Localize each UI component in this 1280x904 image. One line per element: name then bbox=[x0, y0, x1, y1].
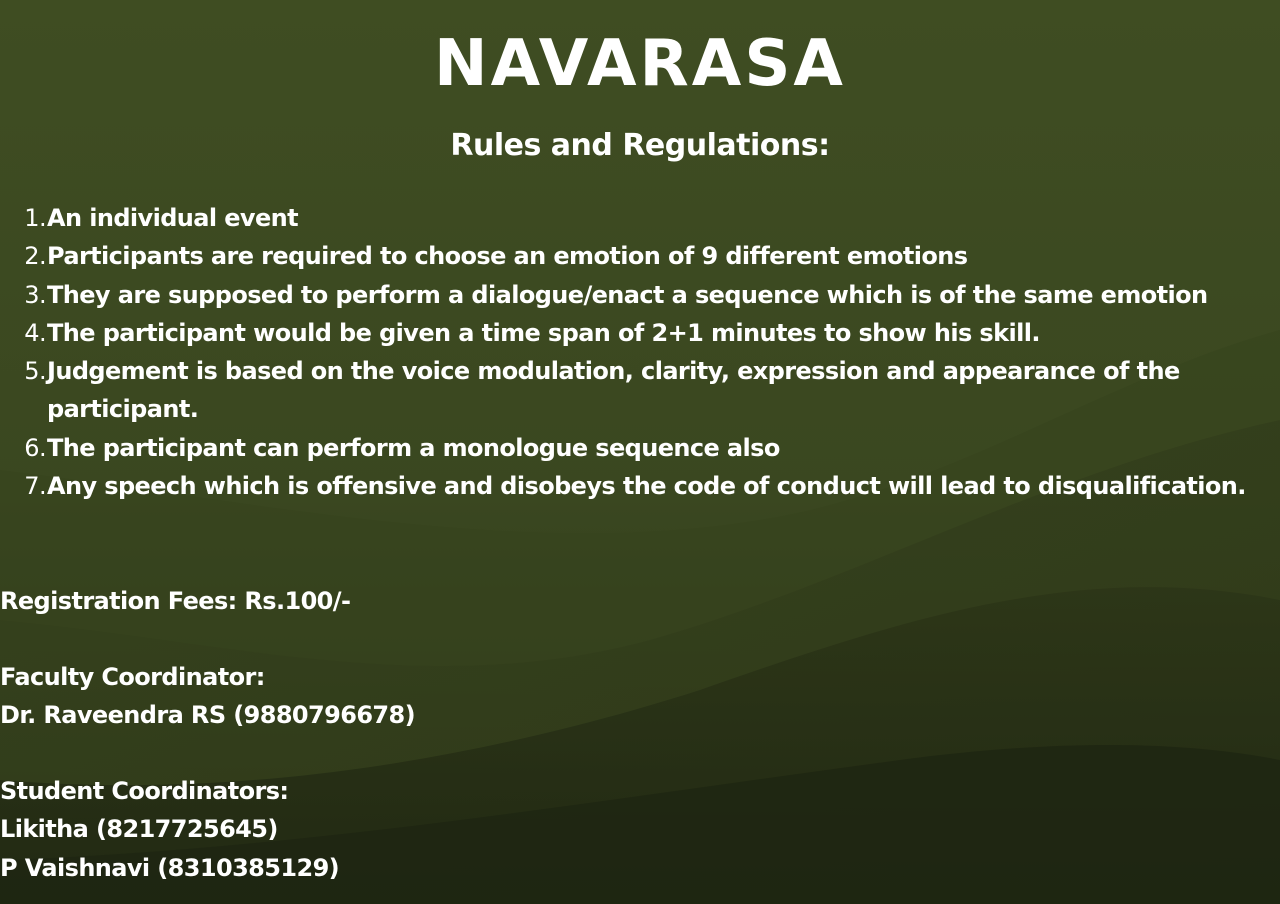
student-coordinator-name: Likitha (8217725645) bbox=[0, 815, 278, 844]
rule-item bbox=[0, 314, 1260, 352]
rule-number: 2. bbox=[24, 242, 46, 271]
rule-item bbox=[0, 352, 1260, 429]
rule-number: 5. bbox=[24, 357, 46, 386]
rule-item bbox=[0, 237, 1260, 275]
rules-list bbox=[0, 199, 1260, 505]
rule-text: The participant would be given a time span of 2+1 minutes to show his skill. bbox=[47, 318, 1040, 347]
rule-number: 1. bbox=[24, 204, 46, 232]
registration-fees bbox=[0, 582, 350, 620]
registration-fees-text: Registration Fees: Rs.100/- bbox=[0, 587, 351, 615]
student-coordinator-name: P Vaishnavi (8310385129) bbox=[0, 853, 340, 882]
rule-item bbox=[0, 429, 1260, 467]
rule-text: Any speech which is offensive and disobeys the code of conduct will lead to disqualification. bbox=[47, 472, 1246, 501]
rule-text: Judgement is based on the voice modulation, clarity, expression and appearance of the participant. bbox=[47, 357, 1180, 424]
rule-item bbox=[0, 199, 1260, 237]
rule-number: 3. bbox=[24, 280, 46, 309]
faculty-coordinator bbox=[0, 658, 415, 735]
rule-text: They are supposed to perform a dialogue/enact a sequence which is of the same emotion bbox=[47, 280, 1208, 309]
rule-item bbox=[0, 467, 1260, 505]
rule-number: 7. bbox=[24, 472, 46, 501]
rule-text: Participants are required to choose an emotion of 9 different emotions bbox=[47, 242, 968, 271]
faculty-coordinator-heading: Faculty Coordinator: bbox=[0, 663, 265, 691]
rule-item bbox=[0, 276, 1260, 314]
rule-number: 6. bbox=[24, 433, 46, 462]
rules-heading: Rules and Regulations: bbox=[450, 128, 830, 163]
rule-text: An individual event bbox=[47, 204, 299, 232]
student-coordinators bbox=[0, 772, 339, 887]
rule-number: 4. bbox=[24, 318, 46, 347]
event-title: NAVARASA bbox=[434, 27, 846, 101]
student-coordinators-heading: Student Coordinators: bbox=[0, 777, 289, 805]
faculty-coordinator-name: Dr. Raveendra RS (9880796678) bbox=[0, 701, 415, 730]
rule-text: The participant can perform a monologue sequence also bbox=[47, 433, 780, 462]
